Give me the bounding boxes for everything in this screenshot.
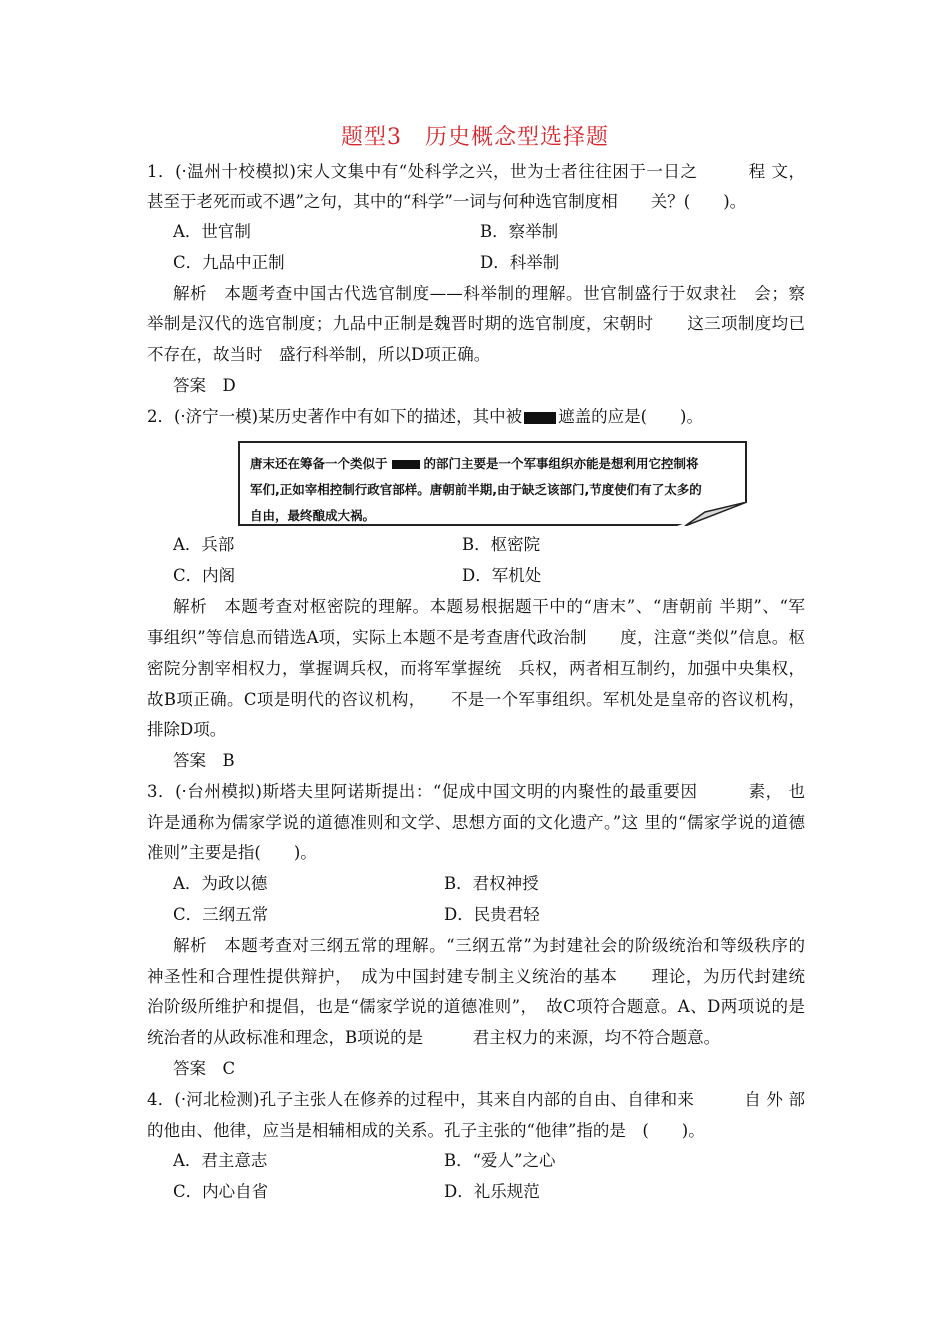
- excerpt-line1: 唐末还在筹备一个类似于 的部门主要是一个军事组织亦能是想利用它控制将: [250, 456, 699, 471]
- page-curl-icon: [677, 502, 747, 526]
- q1-stem-line2: 甚至于老死而或不遇”之句，其中的“科学”一词与何种选官制度相 关？( )。: [147, 192, 747, 211]
- q2-option-d: D．军机处: [462, 566, 542, 585]
- q4-option-c: C．内心自省: [173, 1182, 269, 1201]
- q2-option-a: A．兵部: [173, 535, 235, 554]
- redaction-block-excerpt: [392, 460, 420, 469]
- q2-explanation-line2: 事组织”等信息而错选A项，实际上本题不是考查唐代政治制 度，注意“类似”信息。枢: [147, 628, 805, 647]
- quoted-excerpt-box: [238, 441, 747, 526]
- q4-option-d: D．礼乐规范: [444, 1182, 540, 1201]
- q2-explanation-line4: 故B项正确。C项是明代的咨议机构， 不是一个军事组织。军机处是皇帝的咨议机构，: [147, 690, 805, 709]
- q2-stem-part2: 遮盖的应是( )。: [558, 407, 703, 426]
- q3-stem-line3: 准则”主要是指( )。: [147, 843, 317, 862]
- q2-option-b: B．枢密院: [462, 535, 541, 554]
- q3-answer: 答案 C: [173, 1059, 236, 1078]
- q1-stem-line1: 1．(·温州十校模拟)宋人文集中有“处科学之兴，世为士者往往困于一日之 程 文，: [147, 162, 805, 181]
- q1-explanation-line2: 举制是汉代的选官制度；九品中正制是魏晋时期的选官制度，宋朝时 这三项制度均已: [147, 314, 805, 333]
- q2-answer: 答案 B: [173, 751, 235, 770]
- q3-stem-line2: 许是通称为儒家学说的道德准则和文学、思想方面的文化遗产。”这 里的“儒家学说的道德: [147, 813, 805, 832]
- excerpt-line3: 自由，最终酿成大祸。: [250, 508, 376, 523]
- excerpt-text: [250, 451, 735, 529]
- q3-explanation-line4: 统治者的从政标准和理念，B项说的是 君主权力的来源，均不符合题意。: [147, 1028, 721, 1047]
- q2-stem-part1: 2．(·济宁一模)某历史著作中有如下的描述，其中被: [147, 407, 523, 426]
- q1-option-d: D．科举制: [480, 253, 560, 272]
- q1-answer: 答案 D: [173, 376, 236, 395]
- page-title: 题型3 历史概念型选择题: [341, 125, 609, 150]
- q1-option-b: B．察举制: [480, 222, 559, 241]
- q2-explanation-line1: 解析 本题考查对枢密院的理解。本题易根据题干中的“唐末”、“唐朝前 半期”、“军: [173, 597, 805, 616]
- q1-option-c: C．九品中正制: [173, 253, 285, 272]
- q2-stem: [147, 407, 703, 427]
- q2-option-c: C．内阁: [173, 566, 236, 585]
- q1-explanation-line1: 解析 本题考查中国古代选官制度——科举制的理解。世官制盛行于奴隶社 会；察: [173, 284, 805, 303]
- redaction-block: [524, 412, 556, 424]
- q4-option-b: B．“爱人”之心: [444, 1151, 556, 1170]
- q3-option-d: D．民贵君轻: [444, 905, 540, 924]
- q1-option-a: A．世官制: [173, 222, 251, 241]
- q4-stem-line2: 的他由、他律，应当是相辅相成的关系。孔子主张的“他律”指的是 ( )。: [147, 1121, 705, 1140]
- excerpt-line2: 军们,正如宰相控制行政官部样。唐朝前半期,由于缺乏该部门,节度使们有了太多的: [250, 482, 702, 497]
- q2-explanation-line5: 排除D项。: [147, 720, 227, 739]
- q1-explanation-line3: 不存在，故当时 盛行科举制，所以D项正确。: [147, 345, 491, 364]
- q4-stem-line1: 4．(·河北检测)孔子主张人在修养的过程中，其来自内部的自由、自律和来 自 外 部: [147, 1090, 805, 1109]
- q3-explanation-line3: 治阶级所维护和提倡，也是“儒家学说的道德准则”， 故C项符合题意。A、D两项说的是: [147, 997, 805, 1016]
- q3-stem-line1: 3．(·台州模拟)斯塔夫里阿诺斯提出：“促成中国文明的内聚性的最重要因 素， 也: [147, 782, 805, 801]
- q3-option-c: C．三纲五常: [173, 905, 269, 924]
- q3-option-b: B．君权神授: [444, 874, 539, 893]
- q3-explanation-line2: 神圣性和合理性提供辩护， 成为中国封建专制主义统治的基本 理论，为历代封建统: [147, 967, 805, 986]
- q4-option-a: A．君主意志: [173, 1151, 268, 1170]
- q3-explanation-line1: 解析 本题考查对三纲五常的理解。“三纲五常”为封建社会的阶级统治和等级秩序的: [173, 936, 805, 955]
- q3-option-a: A．为政以德: [173, 874, 268, 893]
- q2-explanation-line3: 密院分割宰相权力，掌握调兵权，而将军掌握统 兵权，两者相互制约，加强中央集权，: [147, 659, 805, 678]
